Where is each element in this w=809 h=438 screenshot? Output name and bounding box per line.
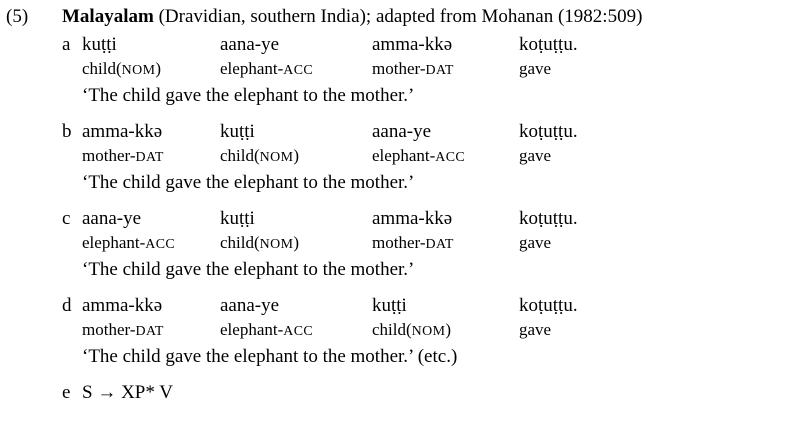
transcription-word: kuṭṭi — [220, 121, 255, 142]
gloss-text: mother- — [82, 320, 136, 339]
transcription-word: aana-ye — [372, 121, 432, 142]
gloss-word — [519, 231, 639, 257]
gloss-word — [519, 318, 639, 344]
gloss-text: child( — [220, 233, 260, 252]
example-body — [62, 4, 809, 406]
gloss-smallcaps: ACC — [283, 324, 314, 339]
transcription-line — [82, 293, 809, 318]
gloss-word — [220, 231, 372, 257]
list-item — [62, 119, 809, 196]
gloss-line — [82, 144, 809, 170]
gloss-text: mother- — [82, 146, 136, 165]
gloss-smallcaps: ACC — [435, 150, 466, 165]
gloss-text: child( — [82, 59, 122, 78]
gloss-text: elephant- — [372, 146, 436, 165]
gloss-word — [519, 144, 639, 170]
gloss-text: elephant- — [82, 233, 146, 252]
gloss-text: gave — [519, 320, 552, 339]
gloss-text: elephant- — [220, 320, 284, 339]
gloss-smallcaps: DAT — [135, 150, 164, 165]
gloss-smallcaps: NOM — [411, 324, 446, 339]
transcription-word: koṭuṭṭu. — [519, 208, 578, 229]
transcription-word: aana-ye — [220, 34, 280, 55]
transcription-word: aana-ye — [220, 295, 280, 316]
gloss-word — [82, 57, 220, 83]
gloss-after: ) — [293, 146, 300, 165]
transcription-word: koṭuṭṭu. — [519, 34, 578, 55]
transcription-word: amma-kkə — [372, 208, 453, 229]
translation-line: ‘The child gave the elephant to the mother.’ — [82, 259, 415, 280]
list-item — [62, 380, 809, 406]
subexample-label: c — [62, 208, 71, 229]
language-header — [62, 4, 809, 30]
transcription-word: kuṭṭi — [220, 208, 255, 229]
gloss-after: ) — [293, 233, 300, 252]
gloss-text: elephant- — [220, 59, 284, 78]
list-item — [62, 206, 809, 283]
gloss-smallcaps: NOM — [259, 150, 294, 165]
gloss-smallcaps: NOM — [121, 63, 156, 78]
gloss-smallcaps: DAT — [425, 63, 454, 78]
gloss-text: gave — [519, 233, 552, 252]
example-number: (5) — [6, 6, 29, 27]
gloss-after: ) — [445, 320, 452, 339]
gloss-text: child( — [372, 320, 412, 339]
gloss-word — [82, 231, 220, 257]
transcription-word: koṭuṭṭu. — [519, 295, 578, 316]
language-name: Malayalam — [62, 6, 154, 27]
subexample-content — [82, 380, 809, 406]
subexample-list — [62, 32, 809, 406]
gloss-text: mother- — [372, 59, 426, 78]
gloss-line — [82, 57, 809, 83]
subexample-content — [82, 32, 809, 109]
gloss-smallcaps: DAT — [135, 324, 164, 339]
transcription-line — [82, 206, 809, 231]
subexample-label: b — [62, 121, 72, 142]
subexample-content — [82, 119, 809, 196]
list-item — [62, 293, 809, 370]
subexample-label: e — [62, 382, 71, 403]
gloss-text: gave — [519, 59, 552, 78]
gloss-after: ) — [155, 59, 162, 78]
transcription-line — [82, 119, 809, 144]
gloss-word — [220, 144, 372, 170]
transcription-word: kuṭṭi — [372, 295, 407, 316]
gloss-text: child( — [220, 146, 260, 165]
subexample-content — [82, 293, 809, 370]
subexample-label: a — [62, 34, 71, 55]
transcription-line — [82, 32, 809, 57]
subexample-content — [82, 206, 809, 283]
subexample-label: d — [62, 295, 72, 316]
translation-line: ‘The child gave the elephant to the mother.’ (etc.) — [82, 346, 458, 367]
gloss-smallcaps: NOM — [259, 237, 294, 252]
translation-line: ‘The child gave the elephant to the mother.’ — [82, 172, 415, 193]
gloss-word — [372, 144, 519, 170]
list-item — [62, 32, 809, 109]
language-header-rest: (Dravidian, southern India); adapted from Mohanan (1982:509) — [158, 6, 643, 27]
gloss-word — [519, 57, 639, 83]
gloss-word — [372, 57, 519, 83]
gloss-word — [372, 231, 519, 257]
gloss-smallcaps: ACC — [145, 237, 176, 252]
transcription-word: kuṭṭi — [82, 34, 117, 55]
phrase-structure-rule: S → XP* V — [82, 382, 173, 403]
gloss-smallcaps: DAT — [425, 237, 454, 252]
gloss-text: mother- — [372, 233, 426, 252]
gloss-line — [82, 318, 809, 344]
transcription-word: aana-ye — [82, 208, 142, 229]
gloss-word — [372, 318, 519, 344]
gloss-word — [220, 318, 372, 344]
gloss-smallcaps: ACC — [283, 63, 314, 78]
gloss-text: gave — [519, 146, 552, 165]
transcription-word: amma-kkə — [372, 34, 453, 55]
translation-line: ‘The child gave the elephant to the mother.’ — [82, 85, 415, 106]
gloss-line — [82, 231, 809, 257]
transcription-word: koṭuṭṭu. — [519, 121, 578, 142]
gloss-word — [82, 144, 220, 170]
gloss-word — [82, 318, 220, 344]
gloss-word — [220, 57, 372, 83]
transcription-word: amma-kkə — [82, 295, 163, 316]
transcription-word: amma-kkə — [82, 121, 163, 142]
